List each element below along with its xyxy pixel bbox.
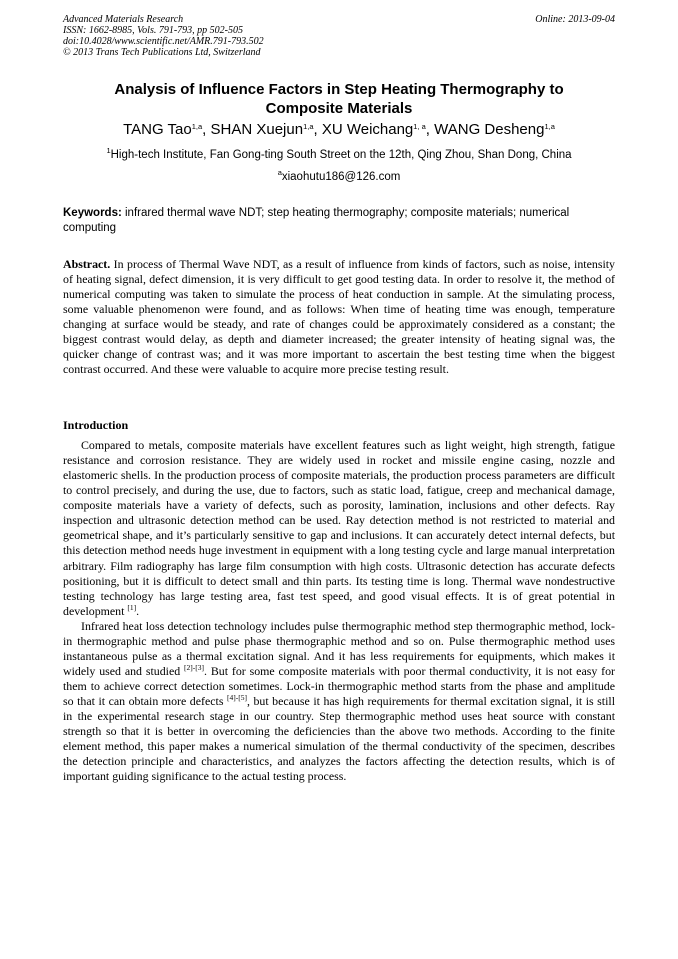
author-name: XU Weichang [321, 121, 414, 138]
author-affiliation-mark: 1,a [191, 122, 203, 131]
author-list [63, 121, 615, 139]
paragraph-text: Infrared heat loss detection technology includes pulse thermographic method step thermographic method, lock-in thermographic method and pulse phase thermographic method and so on. Pulse thermographic method uses instantaneous pulse as a thermal excitation signal. And it has less requirements for equipments, which makes it widely used and studied [63, 618, 615, 678]
author-name: WANG Desheng [434, 121, 545, 138]
affiliation-mark: 1 [106, 146, 111, 155]
affiliation-text: High-tech Institute, Fan Gong-ting South Street on the 12th, Qing Zhou, Shan Dong, China [110, 149, 572, 161]
author-affiliation-mark: 1, a [413, 122, 426, 131]
abstract-text: In process of Thermal Wave NDT, as a result of influence from kinds of factors, such as noise, intensity of heating signal, defect dimension, it is very difficult to get good testing data. In order to resolve it, the method of numerical computing was taken to simulate the process of heat conduction in sample. At the simulating process, some valuable phenomenon were found, and as follows: When time of heating time was enough, temperature changing at surface would be steady, and rate of changes could be approximately considered as a constant; the biggest contrast would delay, as depth and diameter increased; the greater intensity of heating signal was, the quicker change of contrast was; and it was more important to ascertain the best testing time when the biggest contrast occurred. And these were valuable to acquire more precise testing result. [63, 257, 615, 376]
citation: [2]-[3] [184, 662, 205, 672]
online-date: Online: 2013-09-04 [535, 14, 615, 25]
author-affiliation-mark: 1,a [544, 122, 555, 131]
paragraph-text: Compared to metals, composite materials have excellent features such as light weight, high strength, fatigue resistance and corrosion resistance. They are widely used in rocket and missile engine casing, nozzle and elastomeric shells. In the production process of composite materials, the production process parameters are difficult to control precisely, and during the use, due to factors, such as static load, fatigue, creep and mechanical damage, composite materials have a variety of defects, such as porosity, lamination, inclusions and other defects. Ray inspection and ultrasonic detection method can be used. Ray detection method is not restricted to material and geometrical shape, and it’s particularly sensitive to gap and inclusions. It can accurately detect internal defects, but this detection method needs huge investment in equipment with a long testing cycle and large manual interpretation arbitrary. Film radiography has large film consumption with high costs. Ultrasonic detection has accurate defects positioning, but it is difficult to detect small and thin parts. Its testing time is long. Thermal wave nondestructive testing technology has large testing area, fast test speed, and good visual effects. It is of great potential in development [63, 438, 615, 618]
author-name: TANG Tao [123, 121, 192, 138]
keywords-text: infrared thermal wave NDT; step heating thermography; composite materials; numerical computing [63, 207, 570, 234]
keywords [63, 206, 615, 235]
author-affiliation-mark: 1,a [303, 122, 314, 131]
issn-line: ISSN: 1662-8985, Vols. 791-793, pp 502-505 [63, 25, 243, 36]
journal-header [63, 14, 615, 58]
doi-line: doi:10.4028/www.scientific.net/AMR.791-793.502 [63, 36, 264, 47]
title-line-2: Composite Materials [265, 100, 413, 117]
introduction-body [63, 438, 615, 784]
author-separator: , [313, 121, 322, 138]
author-separator: , [425, 121, 435, 138]
author-email [63, 170, 615, 185]
paragraph-end: . [136, 603, 140, 618]
title-line-1: Analysis of Influence Factors in Step Heating Thermography to [114, 81, 564, 98]
section-heading-introduction: Introduction [63, 418, 129, 432]
citation: [4]-[5] [226, 693, 247, 703]
abstract [63, 257, 615, 377]
journal-name: Advanced Materials Research [63, 14, 184, 25]
affiliation [63, 148, 615, 163]
email-text: xiaohutu186@126.com [281, 171, 401, 183]
citation: [1] [127, 602, 137, 612]
paper-title [63, 80, 615, 118]
keywords-label: Keywords: [63, 207, 122, 219]
paragraph [63, 619, 615, 785]
copyright-line: © 2013 Trans Tech Publications Ltd, Switzerland [63, 47, 261, 58]
paragraph-text: . But for some composite materials with poor thermal conductivity, it is not easy for them to achieve correct detection sometimes. Lock-in thermographic method starts from the phase and amplitude so that it can obtain more defects [63, 663, 615, 709]
paragraph [63, 438, 615, 619]
journal-info [63, 14, 615, 58]
author-name: SHAN Xuejun [210, 121, 304, 138]
paragraph-text: , but because it has high requirements for thermal excitation signal, it is still in the experimental research stage in our country. Step thermographic method uses heat source with constant strength so that it is better in overcoming the deficiencies than the above two methods. According to the finite element method, this paper makes a numerical simulation of the thermal conductivity of the specimen, describes the detection principle and characteristics, and analyzes the factors affecting the detection results, which is of important guiding significance to the actual testing process. [63, 694, 615, 784]
author-separator: , [202, 121, 211, 138]
abstract-label: Abstract. [63, 257, 111, 271]
email-mark: a [277, 168, 282, 177]
